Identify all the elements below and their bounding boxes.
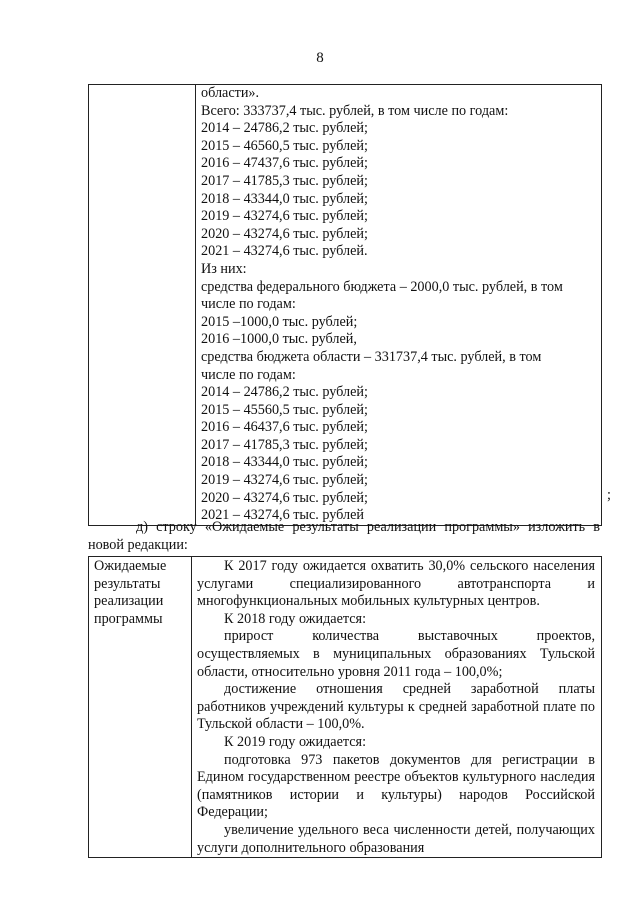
financing-line: 2015 –1000,0 тыс. рублей;: [201, 313, 358, 330]
results-paragraph: достижение отношения средней заработной платы работников учреждений культуры к средней заработной плате по Тульской области – 100,0%.: [197, 681, 595, 733]
row-end-semicolon: ;: [607, 487, 611, 503]
financing-line: средства бюджета области – 331737,4 тыс. рублей, в том: [201, 348, 542, 365]
financing-line: Всего: 333737,4 тыс. рублей, в том числе по годам:: [201, 102, 509, 119]
financing-line: области».: [201, 85, 260, 101]
results-paragraph: К 2017 году ожидается охватить 30,0% сельского населения услугами специализированного автотранспорта и многофункциональных мобильных культурных центров.: [197, 558, 595, 610]
financing-line: 2019 – 43274,6 тыс. рублей;: [201, 472, 368, 489]
results-paragraph: подготовка 973 пакетов документов для регистрации в Едином государственном реестре объектов культурного наследия (памятников истории и культуры) народов Российской Федерации;: [197, 751, 595, 821]
financing-table-label-cell: [89, 85, 196, 526]
financing-line: 2016 –1000,0 тыс. рублей,: [201, 331, 357, 348]
financing-line: 2019 – 43274,6 тыс. рублей;: [201, 208, 368, 225]
financing-line: Из них:: [201, 260, 247, 277]
results-paragraph: увеличение удельного веса численности детей, получающих услуги дополнительного образования: [197, 821, 595, 856]
expected-results-content: [192, 557, 602, 858]
financing-line: 2015 – 45560,5 тыс. рублей;: [201, 401, 368, 418]
financing-line: числе по годам:: [201, 366, 296, 383]
financing-line: средства федерального бюджета – 2000,0 тыс. рублей, в том: [201, 278, 563, 295]
financing-line: 2021 – 43274,6 тыс. рублей: [201, 507, 364, 524]
financing-line: 2018 – 43344,0 тыс. рублей;: [201, 190, 368, 207]
financing-line: 2020 – 43274,6 тыс. рублей;: [201, 225, 368, 242]
page-number: 8: [316, 50, 324, 66]
instruction-text: д) строку «Ожидаемые результаты реализации программы» изложить в новой редакции:: [88, 519, 600, 553]
financing-line: 2020 – 43274,6 тыс. рублей;: [201, 489, 368, 506]
expected-results-table: [88, 556, 602, 858]
financing-table-content-cell: [196, 85, 602, 526]
instruction-paragraph: [88, 519, 600, 554]
expected-results-label: Ожидаемые результаты реализации программы: [89, 557, 192, 858]
financing-line: 2016 – 47437,6 тыс. рублей;: [201, 155, 368, 172]
financing-line: 2017 – 41785,3 тыс. рублей;: [201, 436, 368, 453]
financing-line: 2016 – 46437,6 тыс. рублей;: [201, 419, 368, 436]
financing-line: 2021 – 43274,6 тыс. рублей.: [201, 243, 368, 260]
financing-table: [88, 84, 602, 526]
financing-line: 2017 – 41785,3 тыс. рублей;: [201, 172, 368, 189]
results-paragraph: К 2019 году ожидается:: [224, 733, 367, 750]
financing-line: 2018 – 43344,0 тыс. рублей;: [201, 454, 368, 471]
financing-line: 2014 – 24786,2 тыс. рублей;: [201, 120, 368, 137]
financing-line: 2014 – 24786,2 тыс. рублей;: [201, 384, 368, 401]
results-paragraph: К 2018 году ожидается:: [224, 610, 367, 627]
results-paragraph: прирост количества выставочных проектов, осуществляемых в муниципальных образованиях Тульской области, относительно уровня 2011 года – 100,0%;: [197, 628, 595, 680]
financing-line: 2015 – 46560,5 тыс. рублей;: [201, 137, 368, 154]
financing-line: числе по годам:: [201, 296, 296, 313]
